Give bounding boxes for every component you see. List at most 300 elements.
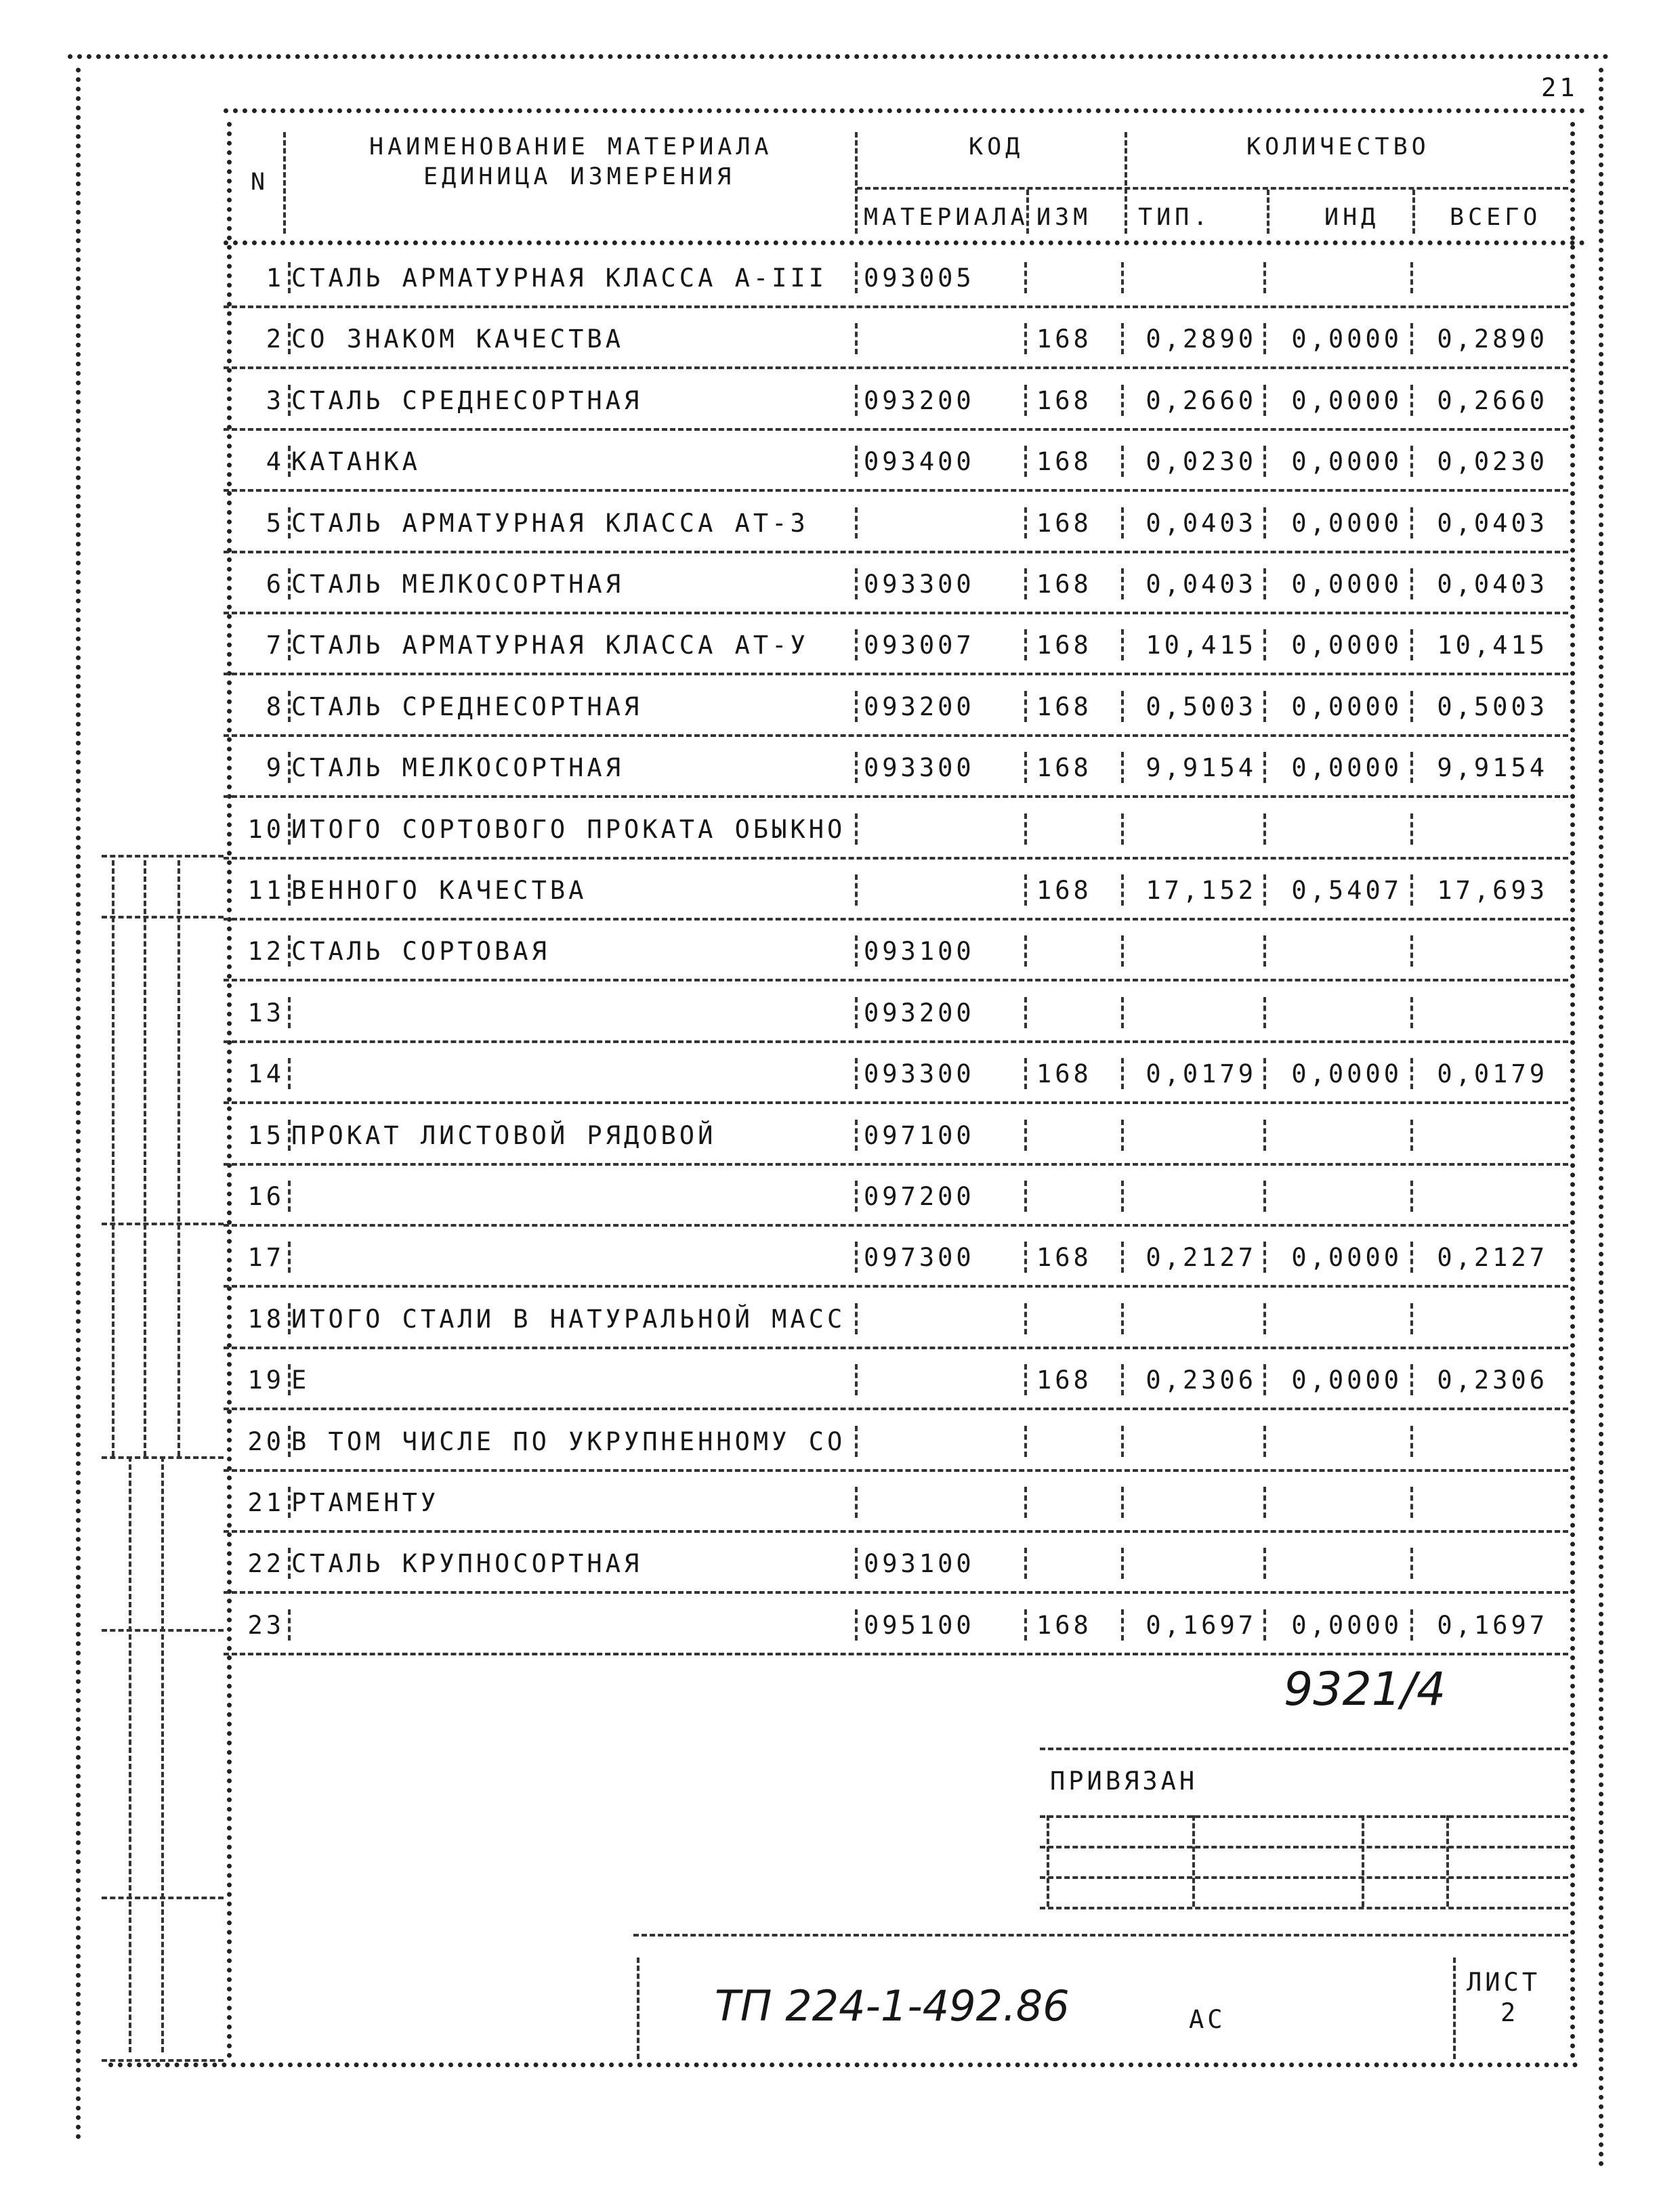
table-row [224,431,1565,493]
row-material-code: 097100 [864,1120,975,1150]
binding-rule [1040,1876,1568,1879]
row-col-sep [1263,752,1266,783]
binding-rule [1040,1907,1568,1909]
row-unit-code: 168 [1036,570,1092,599]
row-number: 3 [266,385,285,415]
row-col-sep [1024,1487,1027,1518]
stamp-doc-code: ТП 224-1-492.86 [715,1981,1070,2031]
row-number: 11 [247,876,285,905]
row-divider [224,1285,1568,1288]
row-col-sep [1024,752,1027,783]
row-col-sep [1121,691,1124,722]
row-col-sep [855,262,858,293]
margin-rule [102,1629,224,1632]
row-col-sep [1410,323,1413,354]
table-row [224,553,1565,616]
row-qty-total: 9,9154 [1437,753,1548,783]
row-unit-code: 168 [1036,1243,1092,1273]
row-col-sep [1410,446,1413,477]
stamp-left-rule [637,1958,639,2059]
row-col-sep [1121,1548,1124,1579]
row-number: 17 [247,1243,285,1273]
row-col-sep [1410,1303,1413,1334]
table-row [224,614,1565,677]
row-number: 1 [266,263,285,293]
row-col-sep [1121,446,1124,477]
row-col-sep [855,1364,858,1395]
binding-rule [1040,1846,1568,1848]
row-col-sep [1410,385,1413,416]
table-row [224,1594,1565,1657]
row-col-sep [1410,691,1413,722]
row-qty-ind: 0,0000 [1291,753,1402,783]
header-col-sep [1125,132,1127,234]
binding-label: ПРИВЯЗАН [1050,1767,1198,1796]
handwritten-number: 9321/4 [1284,1663,1446,1716]
row-qty-typ: 0,0403 [1146,508,1257,538]
row-col-sep [288,568,291,599]
row-material-name: ПРОКАТ ЛИСТОВОЙ РЯДОВОЙ [291,1120,717,1150]
row-qty-ind: 0,0000 [1291,692,1402,721]
row-col-sep [288,1548,291,1579]
row-col-sep [1024,1303,1027,1334]
row-col-sep [1024,446,1027,477]
row-col-sep [288,1058,291,1089]
table-row [224,247,1565,310]
row-qty-typ: 0,2660 [1146,385,1257,415]
row-col-sep [855,1058,858,1089]
row-qty-typ: 0,2127 [1146,1243,1257,1273]
row-col-sep [288,629,291,660]
row-col-sep [1121,935,1124,967]
table-row [224,1043,1565,1105]
header-qty-typ: ТИП. [1138,204,1212,231]
row-col-sep [1024,1609,1027,1641]
row-divider [224,795,1568,798]
table-row [224,1472,1565,1534]
table-row [224,1227,1565,1289]
row-col-sep [288,1303,291,1334]
header-col-sep [855,132,858,234]
row-qty-ind: 0,0000 [1291,447,1402,477]
row-col-sep [288,874,291,906]
row-col-sep [1024,629,1027,660]
row-col-sep [288,935,291,967]
row-col-sep [1024,1548,1027,1579]
row-material-name: СТАЛЬ СРЕДНЕСОРТНАЯ [291,692,643,721]
row-unit-code: 168 [1036,876,1092,905]
row-divider [224,1224,1568,1227]
row-divider [224,1347,1568,1349]
row-col-sep [1121,1303,1124,1334]
row-qty-typ: 0,5003 [1146,692,1257,721]
row-col-sep [1410,813,1413,845]
row-divider [224,428,1568,431]
row-col-sep [1121,874,1124,906]
row-number: 13 [247,998,285,1028]
header-name-line2: ЕДИНИЦА ИЗМЕРЕНИЯ [423,163,736,190]
row-qty-typ: 0,0403 [1146,570,1257,599]
row-col-sep [1263,997,1266,1028]
row-qty-ind: 0,0000 [1291,570,1402,599]
row-material-code: 093200 [864,998,975,1028]
binding-top-rule [1040,1748,1568,1750]
row-material-name: СТАЛЬ СОРТОВАЯ [291,937,550,967]
row-col-sep [1410,262,1413,293]
row-material-code: 093300 [864,1059,975,1089]
row-number: 19 [247,1366,285,1395]
row-material-name: СТАЛЬ АРМАТУРНАЯ КЛАССА А-III [291,263,828,293]
row-col-sep [855,507,858,538]
row-qty-ind: 0,0000 [1291,1366,1402,1395]
row-qty-ind: 0,0000 [1291,324,1402,354]
row-material-code: 095100 [864,1610,975,1640]
row-col-sep [288,813,291,845]
row-col-sep [855,323,858,354]
header-bottom-border [224,240,1585,245]
row-qty-total: 0,2127 [1437,1243,1548,1273]
row-col-sep [1121,1242,1124,1273]
row-col-sep [1121,568,1124,599]
row-number: 23 [247,1610,285,1640]
row-qty-typ: 0,2890 [1146,324,1257,354]
header-qty-group: КОЛИЧЕСТВО [1246,133,1430,161]
stamp-section: АС [1189,2005,1226,2034]
row-col-sep [1121,323,1124,354]
row-divider [224,1163,1568,1166]
header-col-sep [283,132,286,234]
row-col-sep [1263,1548,1266,1579]
row-col-sep [288,1120,291,1151]
row-divider [224,1530,1568,1533]
row-col-sep [1024,323,1027,354]
header-name-line1: НАИМЕНОВАНИЕ МАТЕРИАЛА [369,133,773,161]
frame-right-border [1599,68,1603,2167]
row-qty-total: 17,693 [1437,876,1548,905]
row-col-sep [1024,1058,1027,1089]
row-qty-total: 0,2890 [1437,324,1548,354]
row-col-sep [1263,1058,1266,1089]
binding-col-sep [1446,1815,1449,1907]
row-unit-code: 168 [1036,447,1092,477]
row-col-sep [1121,629,1124,660]
row-col-sep [1121,507,1124,538]
row-divider [224,305,1568,308]
row-unit-code: 168 [1036,1366,1092,1395]
row-col-sep [855,997,858,1028]
row-col-sep [1410,1426,1413,1457]
binding-col-sep [1047,1815,1049,1907]
header-code-group: КОД [969,133,1024,161]
row-qty-total: 0,0230 [1437,447,1548,477]
header-col-sep [1412,190,1415,234]
row-col-sep [1410,629,1413,660]
row-qty-ind: 0,0000 [1291,385,1402,415]
table-row [224,1411,1565,1473]
binding-rule [1040,1815,1568,1818]
row-number: 2 [266,324,285,354]
row-col-sep [1263,1303,1266,1334]
sheet-top-number: 21 [1541,73,1578,102]
row-col-sep [1024,1426,1027,1457]
row-qty-total: 0,0403 [1437,508,1548,538]
row-col-sep [855,1609,858,1641]
row-col-sep [855,629,858,660]
row-divider [224,673,1568,675]
row-qty-ind: 0,0000 [1291,1059,1402,1089]
row-col-sep [1024,997,1027,1028]
table-row [224,921,1565,983]
row-material-code: 093300 [864,753,975,783]
row-col-sep [855,1426,858,1457]
row-col-sep [1263,1364,1266,1395]
row-number: 10 [247,814,285,844]
row-col-sep [1263,507,1266,538]
row-col-sep [855,935,858,967]
row-qty-total: 0,0179 [1437,1059,1548,1089]
row-col-sep [288,1487,291,1518]
row-col-sep [1263,1242,1266,1273]
table-row [224,1288,1565,1351]
row-col-sep [1024,1120,1027,1151]
row-material-name: РТАМЕНТУ [291,1488,440,1517]
row-col-sep [1121,262,1124,293]
row-divider [224,1591,1568,1594]
row-col-sep [1121,1181,1124,1212]
row-divider [224,1408,1568,1410]
header-col-sep [1026,190,1029,234]
margin-rule [112,860,114,1456]
row-col-sep [1263,1181,1266,1212]
table-row [224,799,1565,861]
margin-rule [102,1456,224,1459]
row-col-sep [1024,262,1027,293]
row-qty-total: 0,2660 [1437,385,1548,415]
header-unit-sub: ИЗМ [1036,204,1092,231]
row-divider [224,1040,1568,1043]
row-unit-code: 168 [1036,1059,1092,1089]
row-col-sep [1263,568,1266,599]
row-col-sep [855,1303,858,1334]
row-number: 7 [266,631,285,660]
binding-col-sep [1192,1815,1195,1907]
row-col-sep [1410,507,1413,538]
row-col-sep [1024,874,1027,906]
stamp-sheet-rule [1453,1958,1456,2059]
row-col-sep [1263,935,1266,967]
row-material-code: 093100 [864,1549,975,1579]
margin-rule [129,1456,131,2052]
row-material-code: 093400 [864,447,975,477]
row-material-name: ИТОГО СТАЛИ В НАТУРАЛЬНОЙ МАСС [291,1304,846,1334]
row-col-sep [1263,446,1266,477]
row-col-sep [1263,813,1266,845]
table-bottom-border [108,2062,1578,2067]
row-col-sep [288,262,291,293]
row-number: 15 [247,1120,285,1150]
row-col-sep [1410,1058,1413,1089]
row-divider [224,612,1568,614]
row-col-sep [855,813,858,845]
row-col-sep [1410,1548,1413,1579]
row-divider [224,979,1568,981]
row-col-sep [1024,568,1027,599]
row-col-sep [1410,1120,1413,1151]
table-right-border [1570,122,1575,2059]
row-material-name: СТАЛЬ КРУПНОСОРТНАЯ [291,1549,643,1579]
row-divider [224,1101,1568,1104]
row-col-sep [855,1548,858,1579]
row-number: 18 [247,1304,285,1334]
row-unit-code: 168 [1036,753,1092,783]
margin-rule [177,860,180,1456]
row-col-sep [288,1364,291,1395]
row-col-sep [1024,1364,1027,1395]
row-col-sep [1263,262,1266,293]
row-col-sep [855,1120,858,1151]
row-qty-ind: 0,5407 [1291,876,1402,905]
row-divider [224,1653,1568,1655]
margin-rule [102,2059,224,2062]
row-col-sep [855,568,858,599]
row-divider [224,489,1568,492]
row-divider [224,551,1568,553]
row-col-sep [1121,1120,1124,1151]
row-number: 4 [266,447,285,477]
row-material-name: ИТОГО СОРТОВОГО ПРОКАТА ОБЫКНО [291,814,846,844]
row-unit-code: 168 [1036,508,1092,538]
row-col-sep [855,385,858,416]
row-col-sep [288,691,291,722]
binding-col-sep [1362,1815,1364,1907]
row-col-sep [855,874,858,906]
row-col-sep [1410,1609,1413,1641]
row-qty-total: 0,0403 [1437,570,1548,599]
row-qty-typ: 0,2306 [1146,1366,1257,1395]
row-col-sep [1410,568,1413,599]
row-divider [224,734,1568,737]
row-material-code: 093300 [864,570,975,599]
row-col-sep [1024,385,1027,416]
row-col-sep [288,446,291,477]
row-col-sep [1024,1242,1027,1273]
row-col-sep [1410,1487,1413,1518]
stamp-sheet-label: ЛИСТ [1467,1968,1541,1997]
row-col-sep [1410,874,1413,906]
row-col-sep [1410,935,1413,967]
row-col-sep [1263,1487,1266,1518]
row-material-code: 093005 [864,263,975,293]
row-col-sep [855,1181,858,1212]
row-number: 16 [247,1182,285,1211]
row-col-sep [1121,1364,1124,1395]
header-code-sub: МАТЕРИАЛА [864,204,1029,231]
row-col-sep [855,691,858,722]
row-unit-code: 168 [1036,324,1092,354]
row-col-sep [288,997,291,1028]
row-qty-typ: 9,9154 [1146,753,1257,783]
row-number: 9 [266,753,285,783]
row-col-sep [1121,1426,1124,1457]
row-col-sep [288,1426,291,1457]
row-unit-code: 168 [1036,692,1092,721]
stamp-top-rule [633,1934,1568,1937]
row-col-sep [1121,385,1124,416]
row-col-sep [288,752,291,783]
margin-rule [102,1223,224,1225]
row-qty-ind: 0,0000 [1291,508,1402,538]
row-material-name: В ТОМ ЧИСЛЕ ПО УКРУПНЕННОМУ СО [291,1426,846,1456]
table-row [224,860,1565,922]
row-col-sep [855,1487,858,1518]
margin-rule [144,860,146,1456]
frame-left-border [76,68,81,2140]
table-top-border [224,108,1585,113]
row-col-sep [1121,752,1124,783]
frame-top-border [68,54,1609,59]
row-divider [224,857,1568,860]
table-row [224,737,1565,799]
row-col-sep [1410,1364,1413,1395]
row-col-sep [1024,691,1027,722]
row-col-sep [1410,1181,1413,1212]
row-qty-typ: 17,152 [1146,876,1257,905]
row-divider [224,366,1568,369]
row-col-sep [1024,813,1027,845]
table-row [224,1533,1565,1595]
header-col-sep [1267,190,1269,234]
row-qty-typ: 10,415 [1146,631,1257,660]
row-number: 20 [247,1426,285,1456]
row-number: 5 [266,508,285,538]
table-row [224,308,1565,371]
table-row [224,676,1565,738]
margin-rule [102,855,224,858]
row-material-name: СТАЛЬ АРМАТУРНАЯ КЛАССА АТ-3 [291,508,809,538]
row-number: 14 [247,1059,285,1089]
header-subdivider [857,187,1568,190]
row-material-name: СТАЛЬ АРМАТУРНАЯ КЛАССА АТ-У [291,631,809,660]
row-material-code: 097300 [864,1243,975,1273]
row-col-sep [855,446,858,477]
row-col-sep [1263,1426,1266,1457]
row-col-sep [855,752,858,783]
header-num-col: N [251,169,270,196]
row-col-sep [1121,813,1124,845]
row-col-sep [1263,691,1266,722]
row-col-sep [1410,1242,1413,1273]
row-col-sep [1024,935,1027,967]
row-material-name: СТАЛЬ СРЕДНЕСОРТНАЯ [291,385,643,415]
row-material-code: 093200 [864,692,975,721]
header-qty-total: ВСЕГО [1450,204,1542,231]
row-number: 12 [247,937,285,967]
header-qty-ind: ИНД [1324,204,1380,231]
row-col-sep [1263,385,1266,416]
row-col-sep [288,1181,291,1212]
margin-rule [161,1456,164,2052]
row-col-sep [1263,1120,1266,1151]
row-qty-total: 0,1697 [1437,1610,1548,1640]
row-col-sep [288,323,291,354]
table-row [224,370,1565,432]
row-qty-total: 0,2306 [1437,1366,1548,1395]
row-unit-code: 168 [1036,1610,1092,1640]
table-row [224,982,1565,1044]
row-number: 6 [266,570,285,599]
row-number: 8 [266,692,285,721]
row-col-sep [1263,629,1266,660]
